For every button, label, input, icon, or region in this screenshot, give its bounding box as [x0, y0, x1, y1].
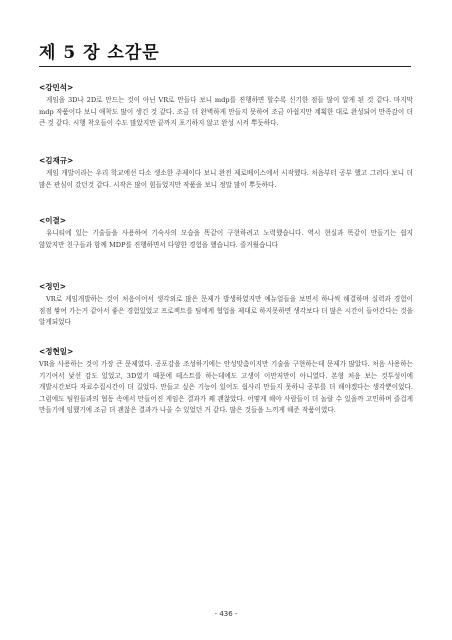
section-author-name: <김재규>	[39, 156, 74, 165]
section-lee-gyeol	[39, 215, 413, 251]
section-body-text: 게임을 3D나 2D로 만드는 것이 아닌 VR로 만들다 보니 mdp를 진행하면 할수록 신기한 점들 많이 알게 된 것 같다. 마지막 mdp 작품이다 보니 애착도 많이 생긴 것 같다. 조금 더 완벽하게 만들지 못하여 조금 아쉽지만 계획한 대로 완성되어 만족감이 더 큰 것 같다. 시행 착오들이 수도 많았지만 끝까지 포기하지 않고 완성 시켜 뿌듯하다.	[39, 96, 413, 128]
section-kang-minseok	[39, 82, 413, 130]
page-number: - 436 -	[214, 610, 238, 618]
chapter-title: 제 5 장 소감문	[39, 43, 160, 63]
section-author-name: <정현일>	[39, 347, 74, 356]
section-kim-jaegyu	[39, 155, 413, 191]
section-author-name: <정민>	[39, 282, 67, 291]
section-author-name: <이결>	[39, 216, 67, 225]
section-jeong-hyeonil	[39, 346, 413, 417]
section-body-text: 유니티에 있는 기술들을 사용하여 기숙사의 모습을 똑같이 구현하려고 노력했습니다. 역시 현실과 똑같이 만들기는 쉽지 않았지만 친구들과 함께 MDP를 진행하면서 다양한 경험을 했습니다. 즐거웠습니다	[39, 229, 413, 249]
section-body-text: VR을 사용하는 것이 가장 큰 문제였다. 공포감을 조성하기에는 안성맞춤이지만 기술을 구현하는데 문제가 많았다. 처음 사용하는 기기여서 낯선 감도 있었고, 3D였기 때문에 테스트를 하는데에도 고생이 이만저만이 아니였다. 본형 처음 보는 것투성이에 개발시간보다 자료수집시간이 더 길었다. 만들고 싶은 기능이 있어도 쉽사리 만들지 못하니 공부를 더 해야겠다는 생각뿐이었다. 그럼에도 팀원들과의 협동 속에서 만들어진 게임은 결과가 꽤 괜찮았다. 어떻게 해야 사람들이 더 놀랄 수 있을까 고민하며 즐겁게 만들기에 임했기에 조금 더 괜찮은 결과가 나올 수 있었던 거 같다. 많은 것들을 느끼게 해준 작품이였다.	[39, 360, 413, 415]
section-jeong-min	[39, 281, 413, 329]
title-underline	[39, 66, 411, 67]
section-author-name: <강민석>	[39, 83, 74, 92]
section-body-text: 게임 개발이라는 우리 학교에선 다소 생소한 주제이다 보니 완전 제로베이스에서 시작했다. 처음부터 공부 했고 그러다 보니 더 많은 관심이 갔던것 같다. 시작은 많이 힘들었지만 작품을 보니 정말 많이 뿌듯하다.	[39, 169, 413, 189]
section-body-text: VR로 게임개발하는 것이 처음이어서 생각외로 많은 문제가 발생하였지만 예뉴얼들을 보면서 하나씩 해결하며 실력과 경험이 점점 쌓여 가는거 같아서 좋은 경험있었고 프로젝트를 팀에게 협업을 제대로 하지못하면 생각보다 더 많은 시간이 들어간다는 것을 알게되었다	[39, 295, 413, 327]
